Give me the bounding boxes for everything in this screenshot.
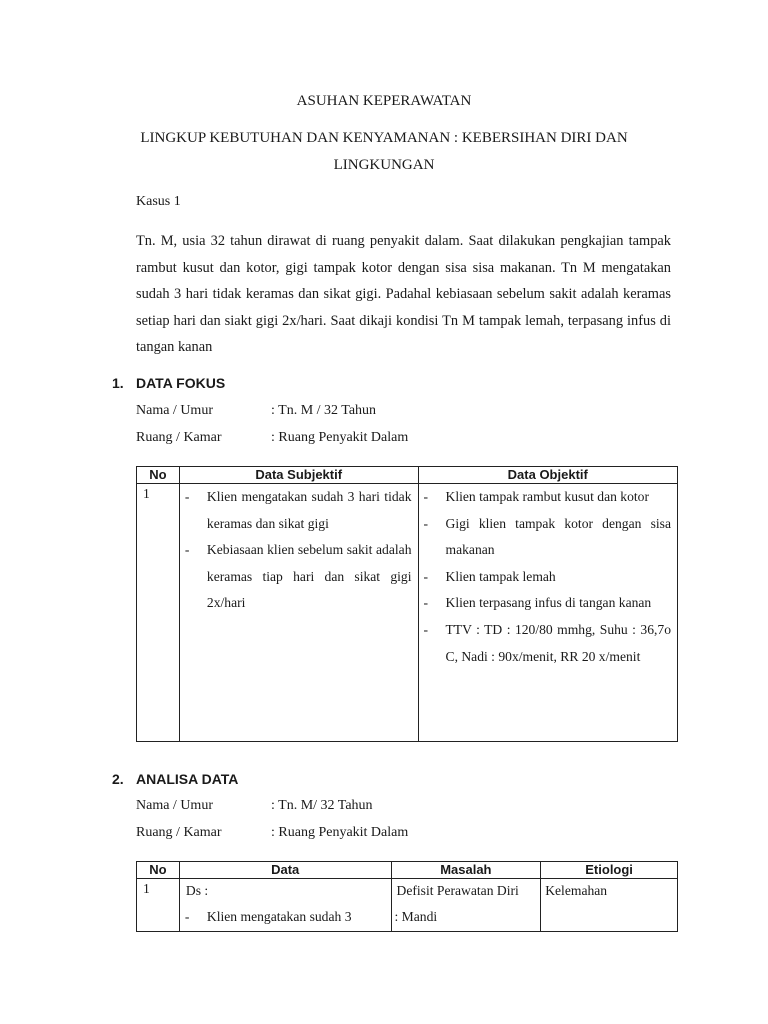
section2-room-value: : Ruang Penyakit Dalam	[271, 825, 409, 840]
row-number: 1	[137, 879, 180, 932]
list-item: - Klien mengatakan sudah 3	[184, 909, 352, 924]
data-fokus-table	[136, 466, 678, 742]
list-item: - Klien tampak rambut kusut dan kotor	[423, 489, 649, 504]
list-item: - Klien mengatakan sudah 3 hari tidak keramas dan sikat gigi	[184, 489, 412, 531]
section1-number: 1.	[112, 375, 124, 391]
table-header-row	[137, 467, 678, 484]
ds-label: Ds :	[185, 883, 209, 898]
masalah-cell	[391, 879, 541, 932]
case-label: Kasus 1	[136, 194, 181, 209]
header-data: Data	[179, 862, 391, 879]
section1-heading: DATA FOKUS	[136, 375, 226, 391]
etiologi-value: Kelemahan	[545, 883, 608, 898]
header-masalah: Masalah	[391, 862, 541, 879]
masalah-line2: : Mandi	[394, 909, 438, 924]
section2-number: 2.	[112, 771, 124, 787]
header-no: No	[137, 467, 180, 484]
list-item: - Kebiasaan klien sebelum sakit adalah keramas tiap hari dan sikat gigi 2x/hari	[184, 542, 412, 611]
table-header-row	[137, 862, 678, 879]
section1-name-label: Nama / Umur	[136, 403, 213, 418]
section2-room-label: Ruang / Kamar	[136, 825, 222, 840]
header-no: No	[137, 862, 180, 879]
header-etiologi: Etiologi	[541, 862, 678, 879]
section1-room-value: : Ruang Penyakit Dalam	[271, 430, 409, 445]
list-item: - Klien terpasang infus di tangan kanan	[423, 595, 652, 611]
objective-cell	[418, 484, 678, 742]
section2-name-value: : Tn. M/ 32 Tahun	[271, 798, 373, 813]
table-row	[137, 484, 678, 742]
section2-heading: ANALISA DATA	[136, 771, 239, 787]
row-number: 1	[137, 484, 180, 742]
document-title: ASUHAN KEPERAWATAN	[296, 93, 472, 109]
list-item: - Gigi klien tampak kotor dengan sisa makanan	[423, 515, 671, 558]
data-cell	[179, 879, 391, 932]
section2-name-label: Nama / Umur	[136, 798, 213, 813]
section1-name-value: : Tn. M / 32 Tahun	[271, 403, 377, 418]
document-subtitle-line1: LINGKUP KEBUTUHAN DAN KENYAMANAN : KEBERSIHAN DIRI DAN	[140, 130, 628, 146]
masalah-line1: Defisit Perawatan Diri	[396, 883, 519, 898]
list-item: - TTV : TD : 120/80 mmhg, Suhu : 36,7o C, Nadi : 90x/menit, RR 20 x/menit	[423, 621, 671, 664]
etiologi-cell	[541, 879, 678, 932]
header-data-objektif: Data Objektif	[418, 467, 678, 484]
case-description: Tn. M, usia 32 tahun dirawat di ruang penyakit dalam. Saat dilakukan pengkajian tampak rambut kusut dan kotor, gigi tampak kotor dengan sisa sisa makanan. Tn M mengatakan sudah 3 hari tidak keramas dan sikat gigi. Padahal kebiasaan sebelum sakit adalah keramas setiap hari dan siakt gigi 2x/hari. Saat dikaji kondisi Tn M tampak lemah, terpasang infus di tangan kanan	[136, 233, 671, 356]
document-subtitle-line2: LINGKUNGAN	[333, 157, 435, 173]
analisa-data-table	[136, 861, 678, 932]
section1-room-label: Ruang / Kamar	[136, 430, 222, 445]
header-data-subjektif: Data Subjektif	[179, 467, 418, 484]
table-row	[137, 879, 678, 932]
list-item: - Klien tampak lemah	[423, 568, 556, 584]
subjective-cell	[179, 484, 418, 742]
